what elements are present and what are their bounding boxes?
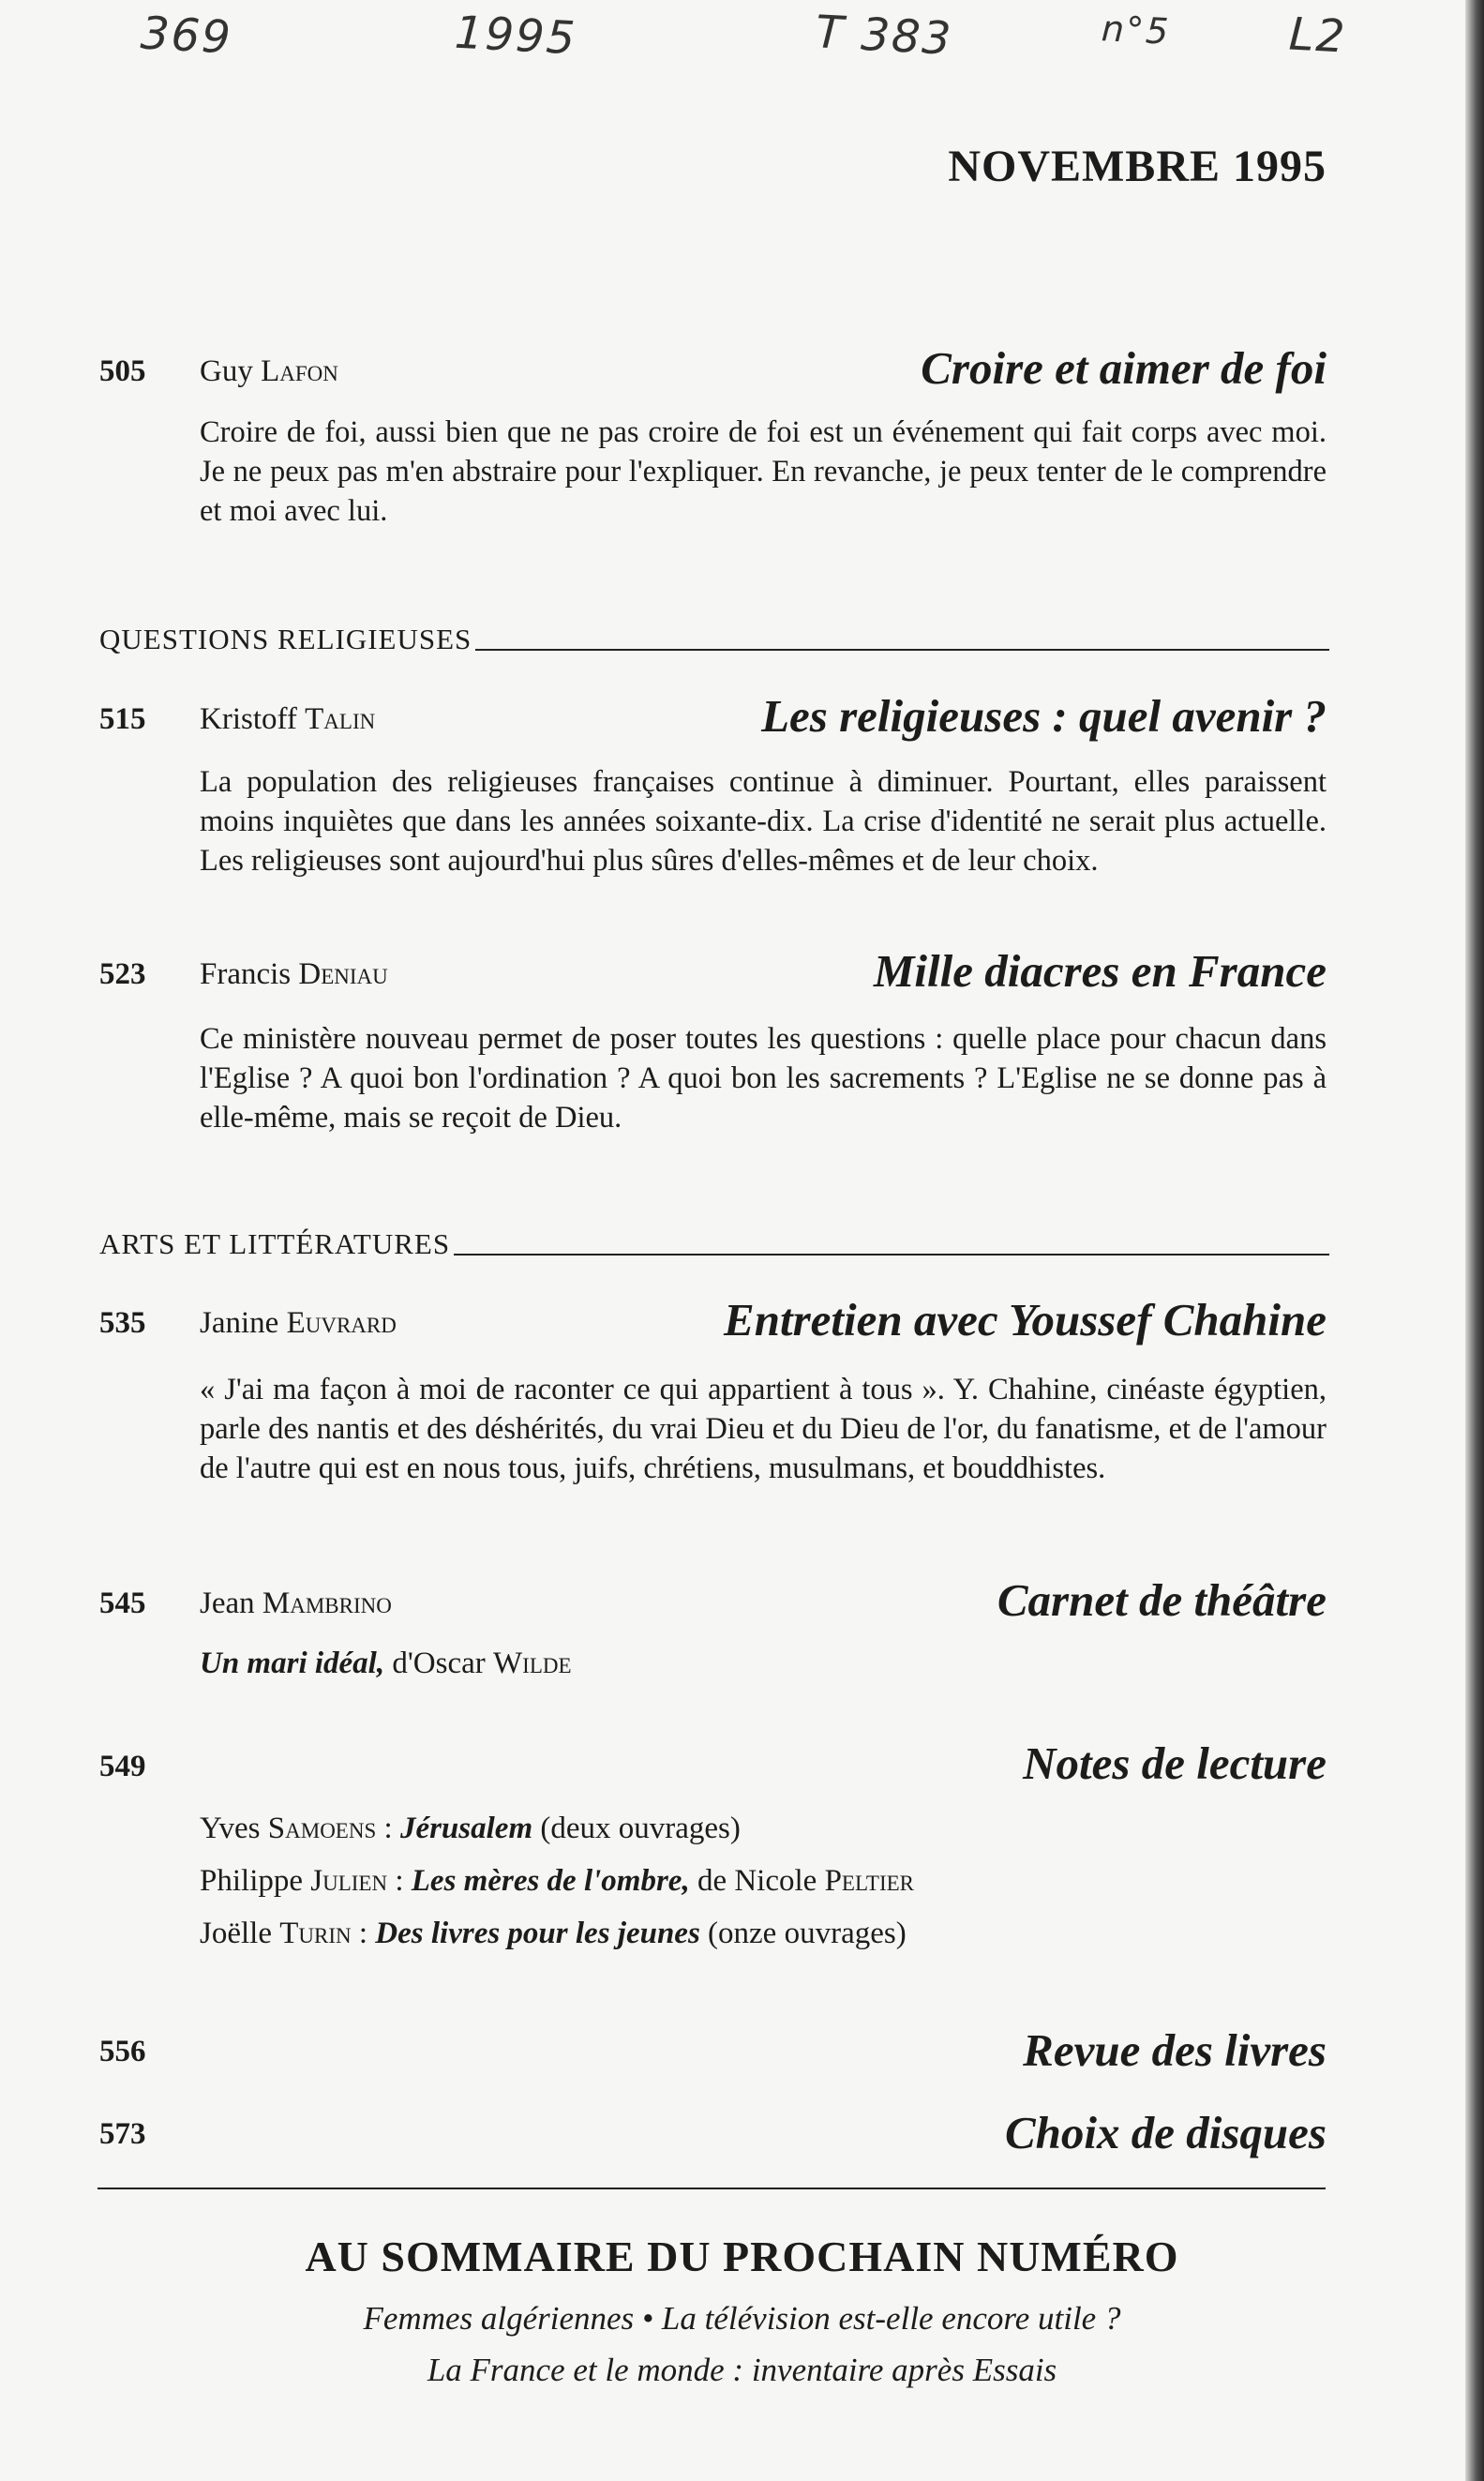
page-number: 515 [99, 702, 146, 736]
page-number: 545 [99, 1586, 146, 1620]
page-number: 535 [99, 1306, 146, 1340]
page-number: 573 [99, 2117, 146, 2151]
article-title: Carnet de théâtre [997, 1574, 1327, 1626]
author: Jean Mambrino [200, 1586, 392, 1620]
article-title: Revue des livres [1023, 2024, 1327, 2076]
article-title: Entretien avec Youssef Chahine [724, 1294, 1327, 1346]
handwritten-note-1: 369 [139, 7, 234, 65]
divider-rule [97, 2188, 1326, 2189]
section-rule [454, 1253, 1329, 1256]
handwritten-note-5: L2 [1287, 8, 1348, 64]
note-item: Philippe Julien : Les mères de l'ombre, de Nicole Peltier [200, 1864, 915, 1898]
handwritten-note-2: 1995 [453, 6, 578, 66]
article-abstract: Ce ministère nouveau permet de poser toutes les questions : quelle place pour chacun dans l'Eglise ? A quoi bon l'ordination ? A quoi bon les sacrements ? L'Eglise ne se donne pas à elle-même, mais se reçoit de Dieu. [200, 1022, 1327, 1135]
article-title: Choix de disques [1004, 2107, 1327, 2158]
article-title: Croire et aimer de foi [921, 342, 1327, 394]
page-number: 505 [99, 354, 146, 388]
article-title: Notes de lecture [1023, 1737, 1327, 1789]
author: Kristoff Talin [200, 702, 376, 736]
author: Janine Euvrard [200, 1306, 397, 1340]
section-heading-arts: ARTS ET LITTÉRATURES [99, 1227, 1329, 1261]
article-abstract: Croire de foi, aussi bien que ne pas croire de foi est un événement qui fait corps avec moi. Je ne peux pas m'en abstraire pour l'expliquer. En revanche, je peux tenter de le comprendre et moi avec lui. [200, 415, 1327, 528]
note-item: Yves Samoens : Jérusalem (deux ouvrages) [200, 1812, 741, 1845]
article-abstract: La population des religieuses françaises continue à diminuer. Pourtant, elles paraissent moins inquiètes que dans les années soixante-dix. La crise d'identité ne serait plus actuelle. Les religieuses sont aujourd'hui plus sûres d'elles-mêmes et de leur choix. [200, 765, 1327, 878]
page-number: 556 [99, 2035, 146, 2068]
author: Guy Lafon [200, 354, 338, 388]
article-subtitle: Un mari idéal, d'Oscar Wilde [200, 1646, 572, 1680]
page-number: 549 [99, 1750, 146, 1783]
issue-date: NOVEMBRE 1995 [948, 142, 1327, 191]
scan-page-edge [1465, 0, 1484, 2481]
section-heading-religious: QUESTIONS RELIGIEUSES [99, 623, 1329, 656]
article-title: Les religieuses : quel avenir ? [761, 690, 1327, 742]
next-issue-line-2: La France et le monde : inventaire après Essais [427, 2352, 1057, 2388]
author: Francis Deniau [200, 957, 388, 991]
section-rule [475, 648, 1329, 651]
next-issue-line-1: Femmes algériennes • La télévision est-elle encore utile ? [363, 2300, 1121, 2337]
handwritten-note-3: T 383 [814, 6, 954, 66]
handwritten-note-4: n°5 [1100, 8, 1172, 53]
article-title: Mille diacres en France [873, 945, 1327, 997]
note-item: Joëlle Turin : Des livres pour les jeunes (onze ouvrages) [200, 1917, 907, 1950]
next-issue-heading: AU SOMMAIRE DU PROCHAIN NUMÉRO [305, 2233, 1179, 2280]
page-number: 523 [99, 957, 146, 991]
article-abstract: « J'ai ma façon à moi de raconter ce qui appartient à tous ». Y. Chahine, cinéaste égyptien, parle des nantis et des déshérités, du vrai Dieu et du Dieu de l'or, du fanatisme, et de l'amour de l'autre qui est en nous tous, juifs, chrétiens, musulmans, et bouddhistes. [200, 1373, 1327, 1485]
